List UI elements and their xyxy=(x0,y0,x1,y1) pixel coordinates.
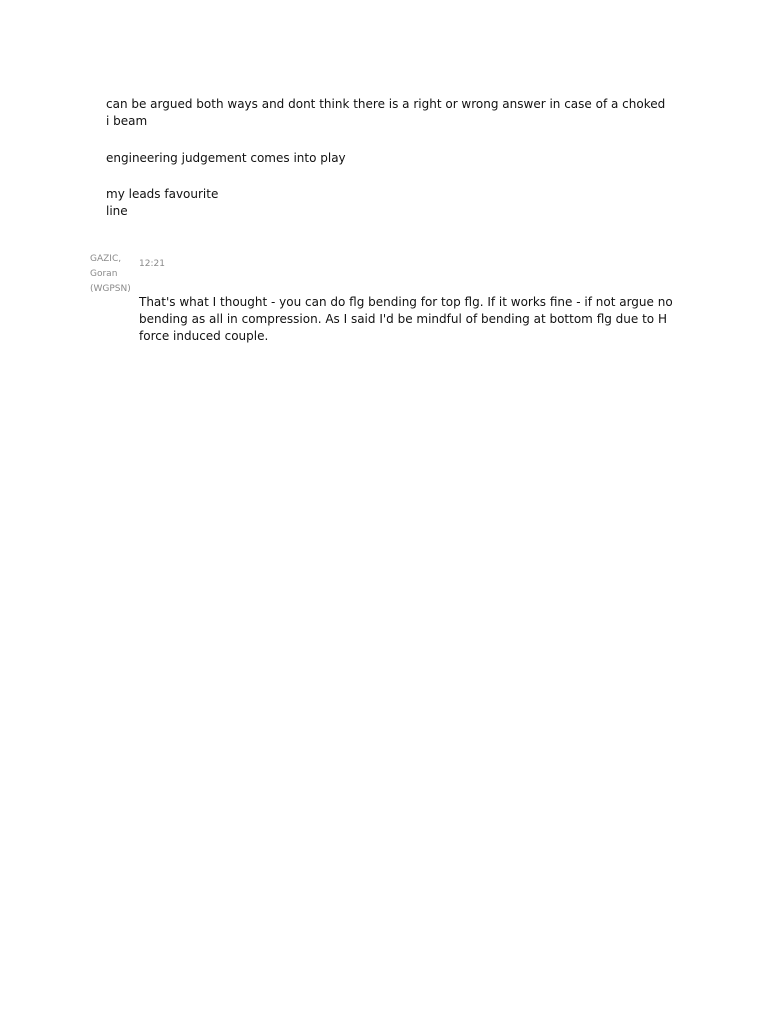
message-text: engineering judgement comes into play xyxy=(106,151,346,165)
sender-name: GAZIC, Goran (WGPSN) xyxy=(90,254,131,294)
reply-message-text: That's what I thought - you can do flg bending for top flg. If it works fine - if not argue no bending as all in compression. As I said I'd be mindful of bending at bottom flg due to H force induced couple. xyxy=(139,295,673,343)
message-timestamp: 12:21 xyxy=(139,259,165,269)
message-text: can be argued both ways and dont think there is a right or wrong answer in case of a choked i beam xyxy=(106,97,670,128)
message-text: my leads favourite line xyxy=(106,187,219,218)
